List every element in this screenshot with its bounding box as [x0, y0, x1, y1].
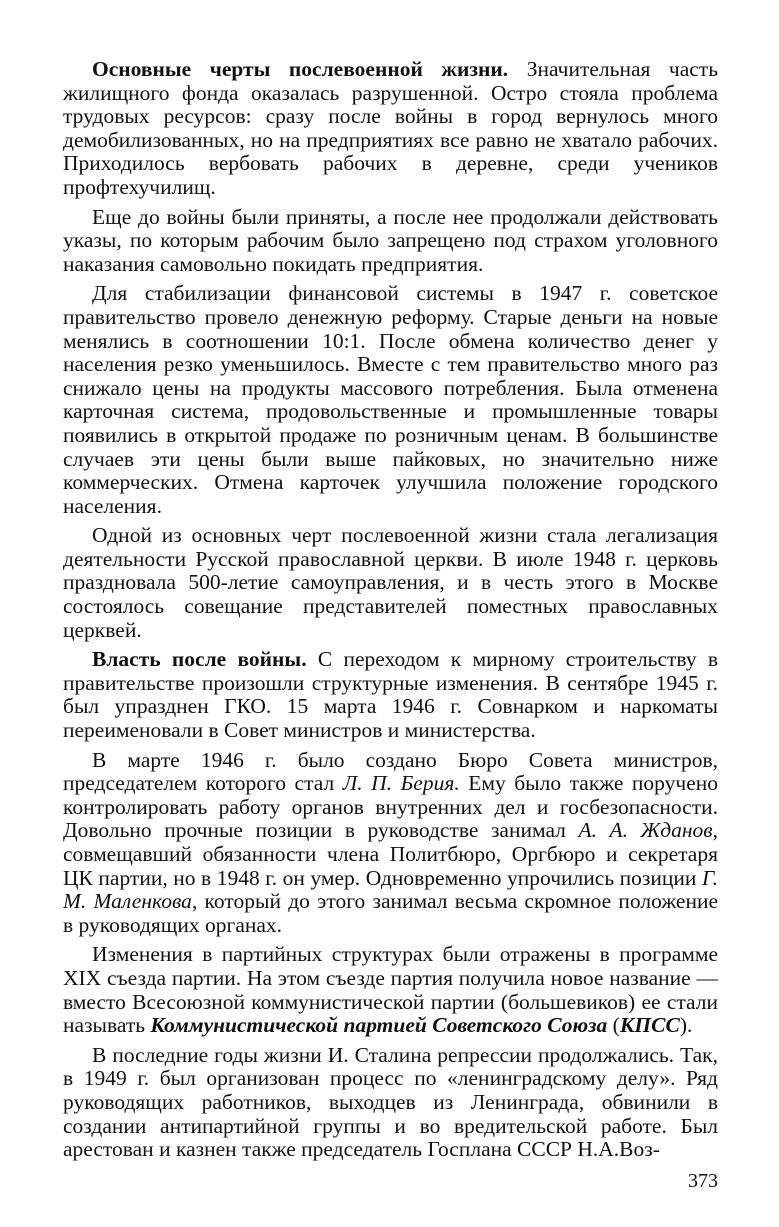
- book-page: [63, 58, 718, 1168]
- paragraph-postwar-life: [63, 58, 718, 200]
- paragraph-text: , который до этого занимал весьма скромное положение в руководящих органах.: [63, 889, 718, 937]
- paragraph-text: Значительная часть жилищного фонда оказалась разрушенной. Остро стояла проблема трудовых ресурсов: сразу после войны в город вернулось много демобилизованных, но на предприятиях все равно не хватало рабочих. Приходилось вербовать рабочих в деревне, среди учеников профтехучилищ.: [63, 57, 718, 199]
- paragraph-monetary-reform: [63, 282, 718, 518]
- paragraph-text: В марте 1946 г. было создано Бюро Совета министров, председателем которого стал: [63, 747, 718, 796]
- paragraph-text: Еще до войны были приняты, а после нее продолжали действовать указы, по которым рабочим было запрещено под страхом уголовного наказания самовольно покидать предприятия.: [63, 204, 718, 276]
- term-cpsu-abbr: КПСС: [619, 1013, 680, 1038]
- paragraph-text: С переходом к мирному строительству в правительстве произошли структурные изменения. В сентябре 1945 г. был упразднен ГКО. 15 марта 1946 г. Совнарком и наркоматы переименовали в Совет министров и министерства.: [63, 647, 719, 743]
- section-heading-postwar-life: Основные черты послевоенной жизни.: [92, 57, 509, 81]
- person-name-malenkov: Г. М. Маленкова: [63, 865, 718, 914]
- paragraph-council-bureau: [63, 749, 718, 938]
- paragraph-text: Ему было также поручено контролировать работу органов внутренних дел и госбезопасности. Довольно прочные позиции в руководстве занимал: [63, 771, 718, 843]
- paragraph-text: Одной из основных черт послевоенной жизни стала легализация деятельности Русской православной церкви. В июле 1948 г. церковь праздновала 500-летие самоуправления, и в честь этого в Москве состоялось совещание представителей поместных православных церквей.: [63, 523, 718, 642]
- paragraph-text: В последние годы жизни И. Сталина репрессии продолжались. Так, в 1949 г. был организован процесс по «ленинградскому делу». Ряд руководящих работников, выходцев из Ленинграда, обвинили в создании антипартийной группы и во вредительской работе. Был арестован и казнен также председатель Госплана СССР Н.А.Воз-: [63, 1042, 718, 1162]
- paragraph-text: , совмещавший обязанности члена Политбюро, Оргбюро и секретаря ЦК партии, но в 1948 г. он умер. Одновременно упрочились позиции: [63, 818, 718, 890]
- page-number: 373: [688, 1170, 718, 1192]
- paragraph-church: [63, 524, 718, 642]
- paragraph-repressions: [63, 1044, 718, 1162]
- term-cpsu-full: Коммунистической партией Советского Союза: [150, 1013, 608, 1038]
- paragraph-text: ).: [679, 1013, 693, 1038]
- person-name-beria: Л. П. Берия.: [342, 771, 460, 796]
- paragraph-labor-decrees: [63, 206, 718, 277]
- paragraph-text: (: [607, 1013, 620, 1038]
- paragraph-text: Изменения в партийных структурах были отражены в программе XIX съезда партии. На этом съезде партия получила новое название — вместо Всесоюзной коммунистической партии (большевиков) ее стали называть: [63, 942, 718, 1038]
- paragraph-party-congress: [63, 943, 718, 1037]
- paragraph-power-after-war: [63, 648, 718, 742]
- person-name-zhdanov: А. А. Жданов: [578, 818, 713, 843]
- section-heading-power-after-war: Власть после войны.: [92, 647, 307, 672]
- paragraph-text: Для стабилизации финансовой системы в 1947 г. советское правительство провело денежную реформу. Старые деньги на новые менялись в соотношении 10:1. После обмена количество денег у населения резко уменьшилось. Вместе с тем правительство много раз снижало цены на продукты массового потребления. Была отменена карточная система, продовольственные и промышленные товары появились в открытой продаже по розничным ценам. В большинстве случаев эти цены были выше пайковых, но значительно ниже коммерческих. Отмена карточек улучшила положение городского населения.: [63, 281, 718, 518]
